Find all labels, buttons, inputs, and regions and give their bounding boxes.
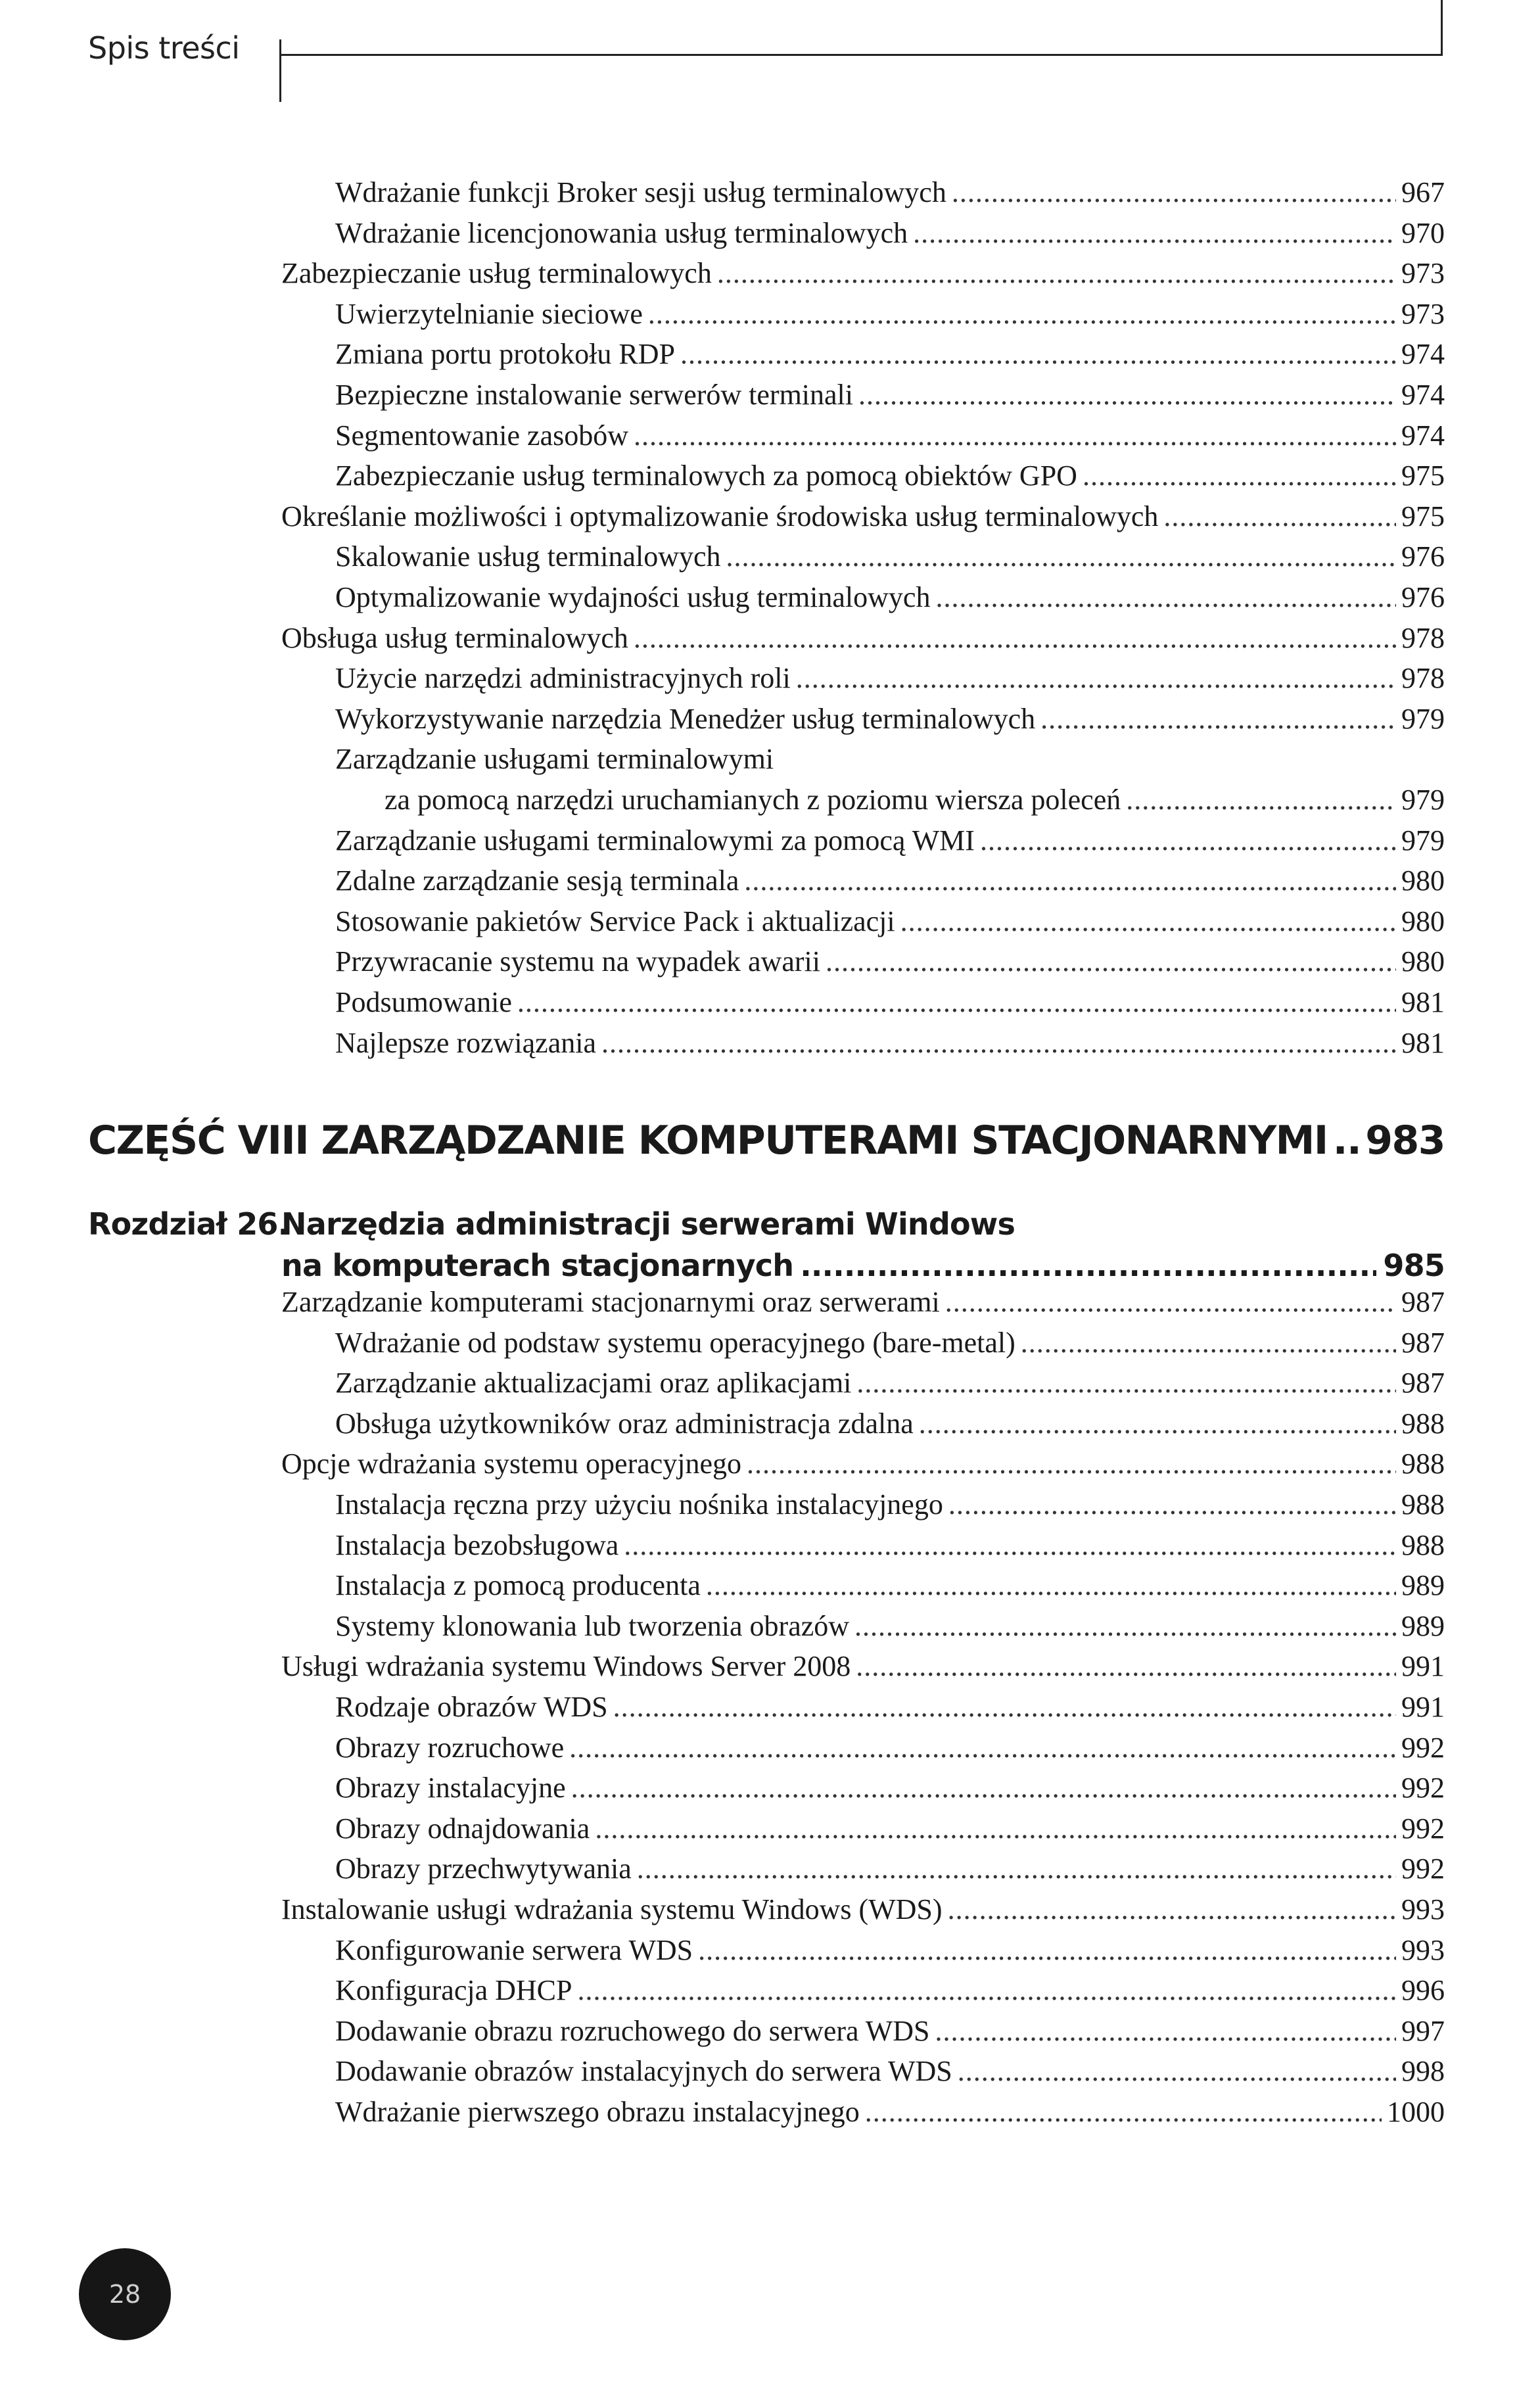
toc-entry-title: Obrazy rozruchowe — [335, 1731, 565, 1764]
header-title: Spis treści — [88, 30, 240, 66]
toc-entry-page: 978 — [1401, 621, 1445, 654]
toc-entry[interactable] — [335, 658, 1445, 699]
toc-entry-page: 992 — [1401, 1731, 1445, 1764]
toc-entry-title: Instalowanie usługi wdrażania systemu Windows (WDS) — [281, 1893, 943, 1925]
leader-dots — [613, 1687, 1396, 1728]
toc-entry[interactable] — [335, 901, 1445, 942]
toc-entry-page: 988 — [1401, 1528, 1445, 1561]
toc-entry-title: Wykorzystywanie narzędzia Menedżer usług terminalowych — [335, 702, 1036, 735]
toc-entry-title: Instalacja bezobsługowa — [335, 1528, 619, 1561]
toc-entry[interactable] — [335, 1930, 1445, 1971]
toc-entry-title: Wdrażanie pierwszego obrazu instalacyjnego — [335, 2096, 860, 2128]
leader-dots — [747, 1444, 1396, 1484]
toc-entry[interactable] — [281, 496, 1445, 537]
header-right-tick — [1441, 0, 1443, 56]
toc-entry-title: Usługi wdrażania systemu Windows Server 2008 — [281, 1650, 851, 1683]
toc-entry-title: Optymalizowanie wydajności usług terminalowych — [335, 581, 931, 613]
toc-entry-title: Zmiana portu protokołu RDP — [335, 338, 675, 371]
toc-entry-page: 996 — [1401, 1974, 1445, 2007]
leader-dots — [948, 1484, 1396, 1525]
toc-entry-page: 981 — [1401, 986, 1445, 1018]
toc-entry-page: 981 — [1401, 1026, 1445, 1059]
toc-entry[interactable] — [335, 861, 1445, 901]
leader-dots — [1040, 699, 1396, 740]
toc-entry[interactable] — [335, 1728, 1445, 1768]
leader-dots — [1333, 1111, 1361, 1170]
toc-entry[interactable] — [335, 415, 1445, 456]
toc-entry[interactable] — [335, 1970, 1445, 2011]
toc-entry[interactable] — [335, 375, 1445, 415]
toc-entry-title: Systemy klonowania lub tworzenia obrazów — [335, 1609, 850, 1642]
toc-entry-page: 987 — [1401, 1326, 1445, 1359]
toc-entry-title: Obrazy instalacyjne — [335, 1772, 566, 1805]
chapter-title-line2: na komputerach stacjonarnych — [281, 1248, 794, 1283]
toc-entry-title: Zarządzanie komputerami stacjonarnymi oraz serwerami — [281, 1286, 940, 1318]
toc-entry-page: 973 — [1401, 257, 1445, 290]
part-page: 983 — [1365, 1118, 1445, 1164]
toc-entry[interactable] — [281, 1444, 1445, 1484]
toc-entry[interactable] — [335, 1565, 1445, 1606]
toc-entry-title: za pomocą narzędzi uruchamianych z poziomu wiersza poleceń — [385, 784, 1121, 816]
toc-entry-page: 988 — [1401, 1488, 1445, 1521]
toc-entry-page: 989 — [1401, 1609, 1445, 1642]
toc-entry[interactable] — [335, 699, 1445, 740]
toc-entry-page: 979 — [1401, 824, 1445, 857]
toc-entry-title: Wdrażanie funkcji Broker sesji usług terminalowych — [335, 176, 946, 208]
leader-dots — [900, 901, 1396, 942]
toc-entry[interactable] — [335, 982, 1445, 1023]
toc-entry-title: Zabezpieczanie usług terminalowych za pomocą obiektów GPO — [335, 460, 1077, 492]
toc-entry[interactable] — [335, 334, 1445, 375]
toc-entry[interactable] — [281, 1282, 1445, 1323]
toc-entry-page: 980 — [1401, 864, 1445, 897]
leader-dots — [826, 941, 1396, 982]
toc-entry-title: Segmentowanie zasobów — [335, 419, 628, 452]
leader-dots — [595, 1808, 1396, 1849]
toc-entry-page: 978 — [1401, 662, 1445, 695]
leader-dots — [1126, 780, 1396, 820]
toc-entry[interactable] — [335, 1768, 1445, 1808]
toc-entry-page: 976 — [1401, 581, 1445, 613]
leader-dots — [796, 658, 1396, 699]
toc-entry-title: Zdalne zarządzanie sesją terminala — [335, 864, 739, 897]
leader-dots — [571, 1768, 1396, 1808]
toc-entry-page: 993 — [1401, 1893, 1445, 1925]
leader-dots — [952, 172, 1396, 213]
toc-entry-title: Skalowanie usług terminalowych — [335, 540, 721, 573]
toc-entry-title: Instalacja ręczna przy użyciu nośnika instalacyjnego — [335, 1488, 943, 1521]
leader-dots — [856, 1363, 1396, 1404]
toc-entry-page: 987 — [1401, 1367, 1445, 1400]
chapter-page: 985 — [1383, 1248, 1445, 1283]
toc-entry[interactable] — [335, 1404, 1445, 1444]
toc-entry[interactable] — [335, 1606, 1445, 1647]
toc-entry-page: 975 — [1401, 500, 1445, 532]
toc-entry-title: Konfiguracja DHCP — [335, 1974, 572, 2007]
leader-dots — [578, 1970, 1397, 2011]
toc-entry-page: 967 — [1401, 176, 1445, 208]
toc-entry-title: Obsługa usług terminalowych — [281, 621, 628, 654]
leader-dots — [717, 253, 1396, 294]
leader-dots — [945, 1282, 1396, 1323]
leader-dots — [856, 1646, 1396, 1687]
leader-dots — [706, 1565, 1396, 1606]
toc-entry-title: Opcje wdrażania systemu operacyjnego — [281, 1448, 742, 1480]
chapter-label: Rozdział 26. — [88, 1206, 289, 1242]
part-title: CZĘŚĆ VIII ZARZĄDZANIE KOMPUTERAMI STACJONARNYMI — [88, 1118, 1328, 1164]
toc-entry-title: Określanie możliwości i optymalizowanie środowiska usług terminalowych — [281, 500, 1159, 532]
toc-entry-title: Rodzaje obrazów WDS — [335, 1691, 608, 1723]
header-rule — [281, 54, 1443, 56]
toc-entry[interactable] — [335, 2051, 1445, 2092]
toc-entry[interactable] — [335, 1484, 1445, 1525]
toc-entry[interactable] — [335, 739, 1445, 780]
toc-entry-page: 976 — [1401, 540, 1445, 573]
toc-entry-title: Instalacja z pomocą producenta — [335, 1569, 701, 1602]
toc-entry-page: 970 — [1401, 216, 1445, 249]
leader-dots — [1021, 1323, 1396, 1363]
toc-entry-page: 998 — [1401, 2055, 1445, 2088]
toc-entry[interactable] — [335, 1849, 1445, 1889]
toc-entry[interactable] — [335, 1525, 1445, 1566]
toc-entry[interactable] — [281, 1646, 1445, 1687]
toc-entry-page: 988 — [1401, 1407, 1445, 1440]
chapter-title-line1[interactable]: Narzędzia administracji serwerami Windows — [281, 1206, 1015, 1242]
toc-entry[interactable] — [335, 456, 1445, 496]
toc-entry-page: 974 — [1401, 419, 1445, 452]
toc-entry-title: Najlepsze rozwiązania — [335, 1026, 596, 1059]
toc-entry-title: Przywracanie systemu na wypadek awarii — [335, 945, 820, 978]
toc-entry-title: Dodawanie obrazu rozruchowego do serwera WDS — [335, 2014, 930, 2047]
chapter-title-line2-row[interactable] — [281, 1244, 1445, 1286]
toc-entry[interactable] — [335, 2011, 1445, 2052]
toc-entry[interactable] — [335, 172, 1445, 213]
leader-dots — [601, 1023, 1396, 1064]
toc-entry-page: 991 — [1401, 1650, 1445, 1683]
leader-dots — [858, 375, 1396, 415]
leader-dots — [980, 820, 1396, 861]
leader-dots — [958, 2051, 1396, 2092]
leader-dots — [569, 1728, 1396, 1768]
leader-dots — [935, 2011, 1396, 2052]
toc-entry-title: Stosowanie pakietów Service Pack i aktualizacji — [335, 905, 895, 937]
leader-dots — [680, 334, 1396, 375]
header-divider-tick — [279, 39, 281, 102]
toc-entry[interactable] — [335, 1687, 1445, 1728]
toc-entry[interactable] — [335, 941, 1445, 982]
toc-entry[interactable] — [335, 2092, 1445, 2133]
toc-entry[interactable] — [335, 294, 1445, 335]
leader-dots — [637, 1849, 1396, 1889]
toc-entry-title: Zarządzanie aktualizacjami oraz aplikacjami — [335, 1367, 852, 1400]
part-heading[interactable] — [88, 1111, 1445, 1170]
toc-entry-title: Bezpieczne instalowanie serwerów terminali — [335, 379, 854, 411]
leader-dots — [854, 1606, 1396, 1647]
toc-entry[interactable] — [385, 780, 1445, 820]
leader-dots — [800, 1244, 1376, 1286]
toc-entry-page: 974 — [1401, 338, 1445, 371]
toc-entry-page: 997 — [1401, 2014, 1445, 2047]
leader-dots — [698, 1930, 1396, 1971]
page-number-badge: 28 — [79, 2248, 171, 2340]
leader-dots — [624, 1525, 1396, 1566]
toc-entry-page: 988 — [1401, 1448, 1445, 1480]
leader-dots — [948, 1889, 1396, 1930]
toc-entry-title: Obrazy przechwytywania — [335, 1852, 632, 1885]
toc-entry-page: 992 — [1401, 1812, 1445, 1845]
toc-entry[interactable] — [281, 1889, 1445, 1930]
leader-dots — [648, 294, 1396, 335]
leader-dots — [517, 982, 1396, 1023]
toc-entry-title: Uwierzytelnianie sieciowe — [335, 297, 643, 330]
leader-dots — [634, 415, 1396, 456]
toc-entry-title: Wdrażanie licencjonowania usług terminalowych — [335, 216, 908, 249]
toc-entry-title: Konfigurowanie serwera WDS — [335, 1933, 693, 1966]
leader-dots — [865, 2092, 1382, 2133]
toc-entry-page: 993 — [1401, 1933, 1445, 1966]
toc-entry-page: 992 — [1401, 1852, 1445, 1885]
leader-dots — [744, 861, 1396, 901]
toc-entry-title: Podsumowanie — [335, 986, 512, 1018]
toc-entry[interactable] — [335, 536, 1445, 577]
toc-entry[interactable] — [335, 577, 1445, 618]
toc-entry[interactable] — [335, 1363, 1445, 1404]
toc-entry-page: 980 — [1401, 945, 1445, 978]
toc-entry-page: 989 — [1401, 1569, 1445, 1602]
leader-dots — [726, 536, 1396, 577]
leader-dots — [1163, 496, 1396, 537]
toc-entry[interactable] — [335, 1323, 1445, 1363]
toc-entry-page: 973 — [1401, 297, 1445, 330]
toc-entry-title: Obrazy odnajdowania — [335, 1812, 590, 1845]
toc-entry[interactable] — [335, 1023, 1445, 1064]
toc-entry-page: 992 — [1401, 1772, 1445, 1805]
toc-entry-title: Wdrażanie od podstaw systemu operacyjnego (bare-metal) — [335, 1326, 1015, 1359]
leader-dots — [1083, 456, 1396, 496]
leader-dots — [634, 618, 1396, 659]
toc-entry-page: 1000 — [1387, 2096, 1445, 2128]
toc-entry-page: 987 — [1401, 1286, 1445, 1318]
toc-entry-title: Zabezpieczanie usług terminalowych — [281, 257, 712, 290]
toc-entry-title: Użycie narzędzi administracyjnych roli — [335, 662, 791, 695]
toc-entry[interactable] — [281, 253, 1445, 294]
toc-entry-page: 979 — [1401, 784, 1445, 816]
toc-entry-page: 991 — [1401, 1691, 1445, 1723]
toc-entry-title: Zarządzanie usługami terminalowymi za pomocą WMI — [335, 824, 975, 857]
toc-entry[interactable] — [335, 1808, 1445, 1849]
leader-dots — [913, 213, 1396, 254]
leader-dots — [919, 1404, 1396, 1444]
toc-entry-page: 980 — [1401, 905, 1445, 937]
toc-entry-title: Dodawanie obrazów instalacyjnych do serwera WDS — [335, 2055, 952, 2088]
leader-dots — [935, 577, 1396, 618]
toc-entry[interactable] — [335, 213, 1445, 254]
toc-entry-page: 975 — [1401, 460, 1445, 492]
toc-entry-page: 979 — [1401, 702, 1445, 735]
toc-entry-title: Obsługa użytkowników oraz administracja zdalna — [335, 1407, 914, 1440]
toc-entry[interactable] — [335, 820, 1445, 861]
toc-entry-page: 974 — [1401, 379, 1445, 411]
toc-entry-title: Zarządzanie usługami terminalowymi — [335, 743, 774, 776]
toc-entry[interactable] — [281, 618, 1445, 659]
